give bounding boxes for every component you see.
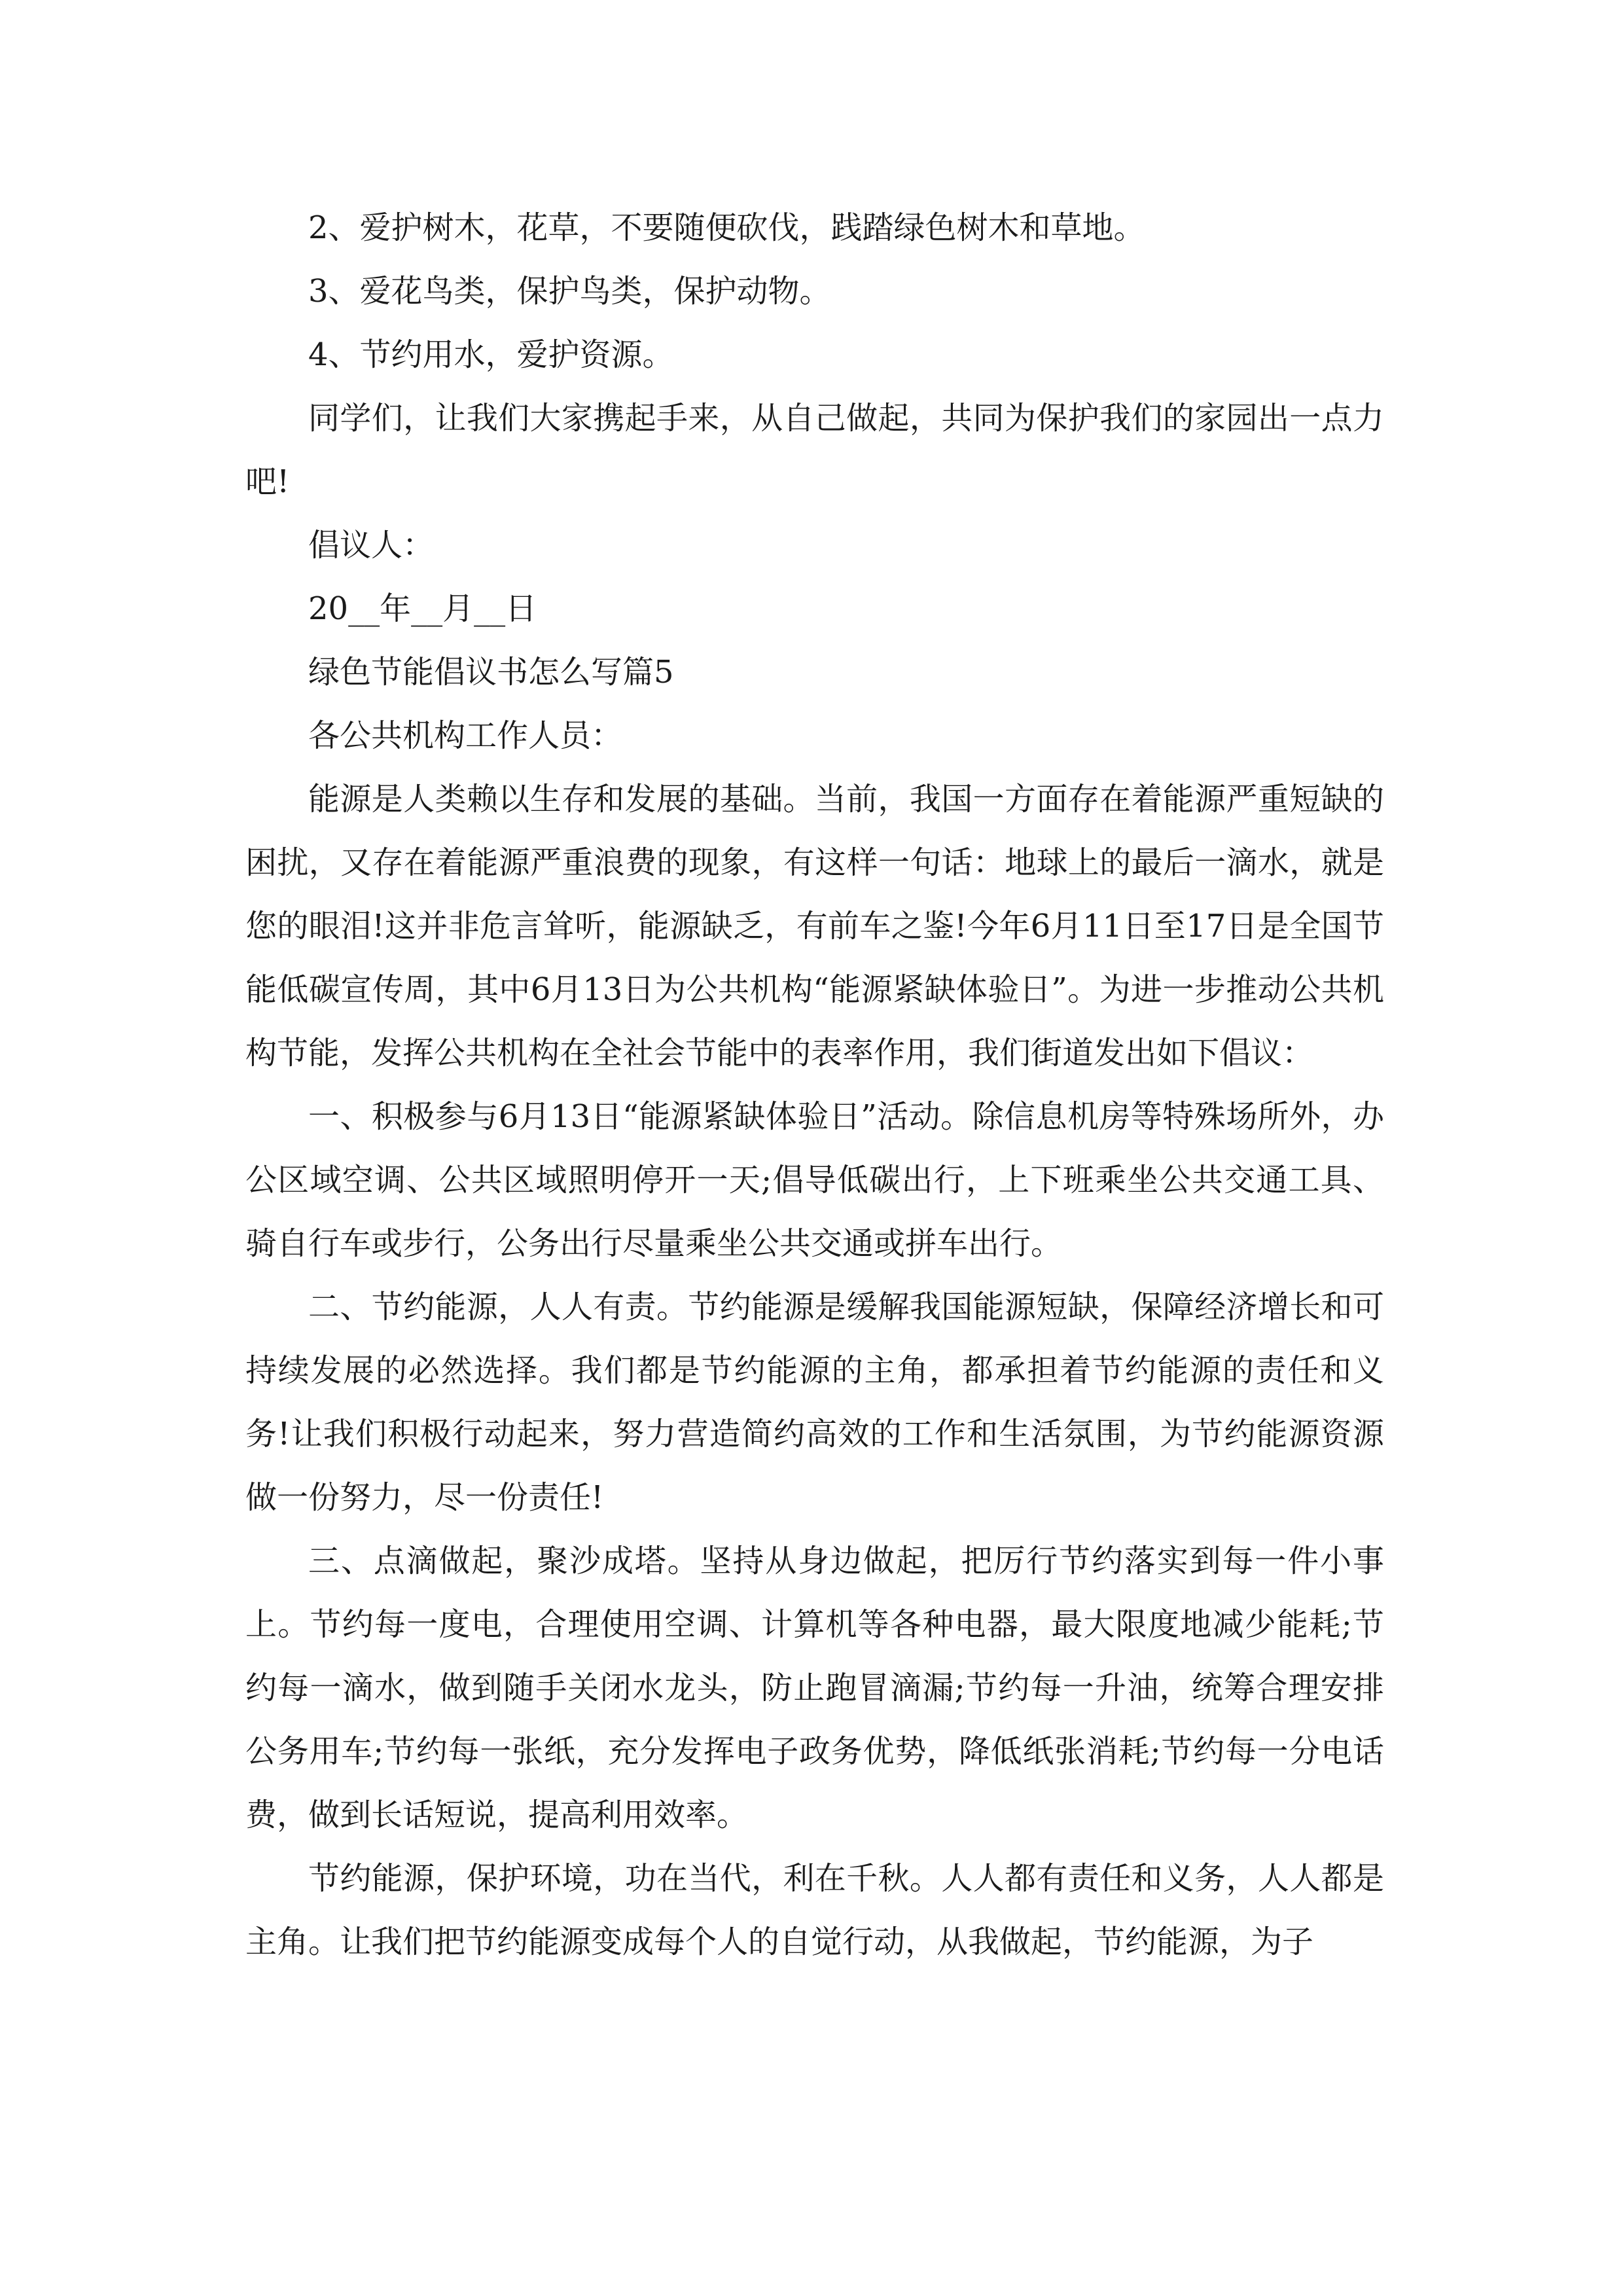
paragraph-closing: 节约能源，保护环境，功在当代，利在千秋。人人都有责任和义务，人人都是主角。让我们把节约能源变成每个人的自觉行动，从我做起，节约能源，为子 (245, 1860, 1384, 1960)
paragraph-call-to-action: 同学们，让我们大家携起手来，从自己做起，共同为保护我们的家园出一点力吧! (245, 400, 1384, 500)
document-body (245, 196, 1384, 1974)
date-line: 20__年__月__日 (308, 590, 537, 627)
salutation: 各公共机构工作人员： (308, 717, 623, 754)
signature-label: 倡议人： (308, 527, 435, 564)
paragraph-proposal-2: 二、节约能源，人人有责。节约能源是缓解我国能源短缺，保障经济增长和可持续发展的必然选择。我们都是节约能源的主角，都承担着节约能源的责任和义务!让我们积极行动起来，努力营造简约高效的工作和生活氛围，为节约能源资源做一份努力，尽一份责任! (245, 1289, 1384, 1516)
paragraph-proposal-3: 三、点滴做起，聚沙成塔。坚持从身边做起，把厉行节约落实到每一件小事上。节约每一度电，合理使用空调、计算机等各种电器，最大限度地减少能耗;节约每一滴水，做到随手关闭水龙头，防止跑冒滴漏;节约每一升油，统筹合理安排公务用车;节约每一张纸，充分发挥电子政务优势，降低纸张消耗;节约每一分电话费，做到长话短说，提高利用效率。 (245, 1543, 1384, 1833)
paragraph-item-3: 3、爱花鸟类，保护鸟类，保护动物。 (308, 273, 831, 310)
paragraph-item-4: 4、节约用水，爱护资源。 (308, 336, 674, 373)
paragraph-intro: 能源是人类赖以生存和发展的基础。当前，我国一方面存在着能源严重短缺的困扰，又存在着能源严重浪费的现象，有这样一句话：地球上的最后一滴水，就是您的眼泪!这并非危言耸听，能源缺乏，有前车之鉴!今年6月11日至17日是全国节能低碳宣传周，其中6月13日为公共机构“能源紧缺体验日”。为进一步推动公共机构节能，发挥公共机构在全社会节能中的表率作用，我们街道发出如下倡议： (245, 781, 1384, 1071)
paragraph-proposal-1: 一、积极参与6月13日“能源紧缺体验日”活动。除信息机房等特殊场所外，办公区域空调、公共区域照明停开一天;倡导低碳出行，上下班乘坐公共交通工具、骑自行车或步行，公务出行尽量乘坐公共交通或拼车出行。 (245, 1098, 1384, 1262)
paragraph-item-2: 2、爱护树木，花草，不要随便砍伐，践踏绿色树木和草地。 (308, 209, 1145, 246)
section-title: 绿色节能倡议书怎么写篇5 (308, 654, 674, 691)
